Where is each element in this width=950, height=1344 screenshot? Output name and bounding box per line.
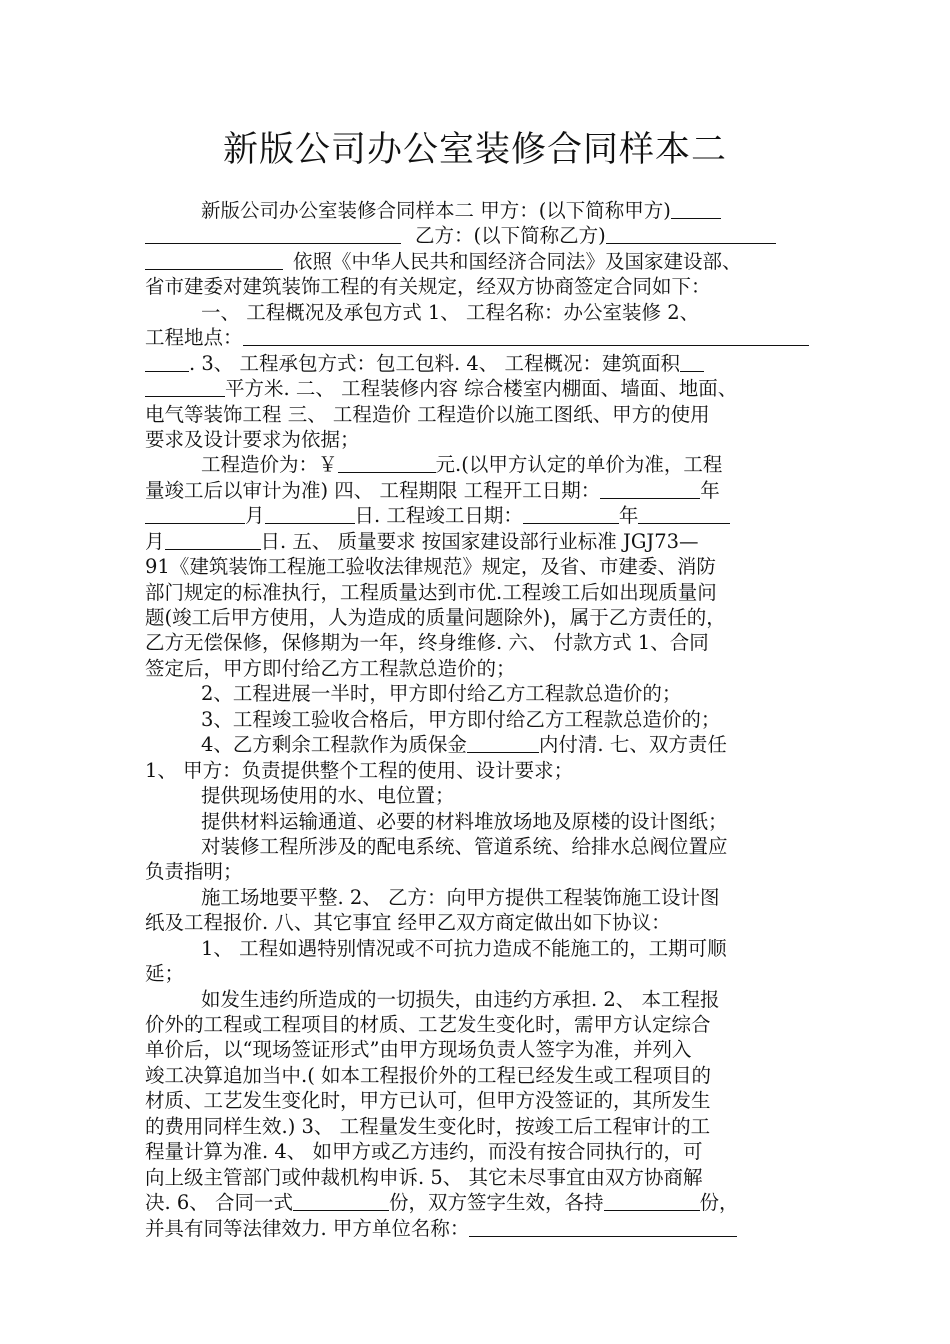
fill-blank	[265, 504, 355, 524]
fill-blank	[606, 224, 776, 244]
paragraph-line	[145, 1139, 809, 1164]
text-run: 平方米. 二、 工程装修内容 综合楼室内棚面、墙面、地面、	[225, 377, 738, 401]
paragraph-line	[145, 1088, 809, 1113]
fill-blank	[680, 352, 704, 372]
text-run: 施工场地要平整. 2、 乙方：向甲方提供工程装饰施工设计图	[201, 885, 720, 909]
paragraph-line	[145, 1114, 809, 1139]
text-run: 一、 工程概况及承包方式 1、 工程名称：办公室装修 2、	[201, 300, 700, 324]
fill-blank	[638, 504, 730, 524]
text-run: 4、乙方剩余工程款作为质保金	[201, 733, 467, 757]
paragraph-line	[145, 885, 809, 910]
fill-blank	[145, 504, 245, 524]
paragraph-line	[145, 987, 809, 1012]
paragraph-line	[145, 351, 809, 376]
text-run: 部门规定的标准执行，工程质量达到市优.工程竣工后如出现质量问	[145, 580, 717, 604]
text-run: 年	[700, 478, 720, 502]
text-run: 工程地点：	[145, 326, 243, 350]
text-run: 乙方无偿保修，保修期为一年，终身维修. 六、 付款方式 1、合同	[145, 631, 709, 655]
fill-blank	[671, 199, 721, 219]
text-run: 份，双方签字生效，各持	[389, 1191, 604, 1215]
text-run: 省市建委对建筑装饰工程的有关规定，经双方协商签定合同如下：	[145, 275, 711, 299]
text-run: 负责指明；	[145, 860, 243, 884]
paragraph-line	[145, 859, 809, 884]
text-run: 乙方：(以下简称乙方)	[415, 224, 606, 248]
text-run: 纸及工程报价. 八、其它事宜 经甲乙双方商定做出如下协议：	[145, 911, 671, 935]
text-run: 月	[245, 504, 265, 528]
paragraph-line	[145, 656, 809, 681]
paragraph-line	[145, 198, 809, 223]
paragraph-line	[145, 223, 809, 248]
fill-blank	[145, 224, 401, 244]
text-run: 竣工决算追加当中.( 如本工程报价外的工程已经发生或工程项目的	[145, 1063, 712, 1087]
text-run: 如发生违约所造成的一切损失，由违约方承担. 2、 本工程报	[201, 987, 720, 1011]
paragraph-line	[145, 325, 809, 350]
fill-blank	[600, 479, 700, 499]
text-run: 提供现场使用的水、电位置；	[201, 784, 455, 808]
paragraph-line	[145, 1165, 809, 1190]
document-title: 新版公司办公室装修合同样本二	[222, 130, 727, 170]
text-run: 内付清. 七、双方责任	[538, 733, 727, 757]
fill-blank	[467, 733, 539, 753]
text-run: 工程造价为：￥	[201, 453, 338, 477]
paragraph-line	[145, 580, 809, 605]
text-run: 要求及设计要求为依据；	[145, 427, 360, 451]
paragraph-line	[145, 809, 809, 834]
fill-blank	[604, 1191, 700, 1211]
paragraph-line	[145, 1216, 809, 1241]
paragraph-line	[145, 834, 809, 859]
text-run: 1、 甲方：负责提供整个工程的使用、设计要求；	[145, 758, 574, 782]
paragraph-line	[145, 402, 809, 427]
text-run: 向上级主管部门或仲裁机构申诉. 5、 其它未尽事宜由双方协商解	[145, 1165, 703, 1189]
paragraph-line	[145, 910, 809, 935]
text-run: 91《建筑装饰工程施工验收法律规范》规定，及省、市建委、消防	[145, 555, 716, 579]
text-run: 新版公司办公室装修合同样本二 甲方：(以下简称甲方)	[201, 199, 671, 222]
fill-blank	[145, 377, 225, 397]
paragraph-line	[145, 681, 809, 706]
text-run: 日. 五、 质量要求 按国家建设部行业标准 JGJ73—	[260, 529, 699, 553]
text-run: 签定后，甲方即付给乙方工程款总造价的；	[145, 656, 516, 680]
paragraph-line	[145, 452, 809, 477]
paragraph-line	[145, 249, 809, 274]
text-run: . 3、 工程承包方式：包工包料. 4、 工程概况：建筑面积	[189, 351, 681, 375]
text-run: 月	[145, 529, 165, 553]
paragraph-line	[145, 529, 809, 554]
paragraph-line	[145, 732, 809, 757]
text-run: 量竣工后以审计为准) 四、 工程期限 工程开工日期：	[145, 478, 601, 502]
paragraph-line	[145, 1012, 809, 1037]
paragraph-line	[145, 1190, 809, 1215]
paragraph-line	[145, 478, 809, 503]
paragraph-line	[145, 1063, 809, 1088]
fill-blank	[243, 326, 809, 346]
paragraph-line	[145, 300, 809, 325]
text-run: 3、工程竣工验收合格后，甲方即付给乙方工程款总造价的；	[201, 707, 721, 731]
paragraph-line	[145, 1037, 809, 1062]
paragraph-line	[145, 274, 809, 299]
paragraph-line	[145, 427, 809, 452]
fill-blank	[338, 453, 436, 473]
text-run: 对装修工程所涉及的配电系统、管道系统、给排水总阀位置应	[201, 834, 728, 858]
text-run: 依照《中华人民共和国经济合同法》及国家建设部、	[293, 249, 742, 273]
paragraph-line	[145, 554, 809, 579]
paragraph-line	[145, 961, 809, 986]
text-run: 元.(以甲方认定的单价为准，工程	[435, 453, 723, 477]
paragraph-line	[145, 376, 809, 401]
text-run: 份，	[699, 1191, 739, 1215]
paragraph-line	[145, 503, 809, 528]
text-run: 单价后，以“现场签证形式”由甲方现场负责人签字为准，并列入	[145, 1038, 692, 1062]
text-run: 延；	[145, 962, 185, 986]
text-run: 提供材料运输通道、必要的材料堆放场地及原楼的设计图纸；	[201, 809, 728, 833]
text-run: 价外的工程或工程项目的材质、工艺发生变化时，需甲方认定综合	[145, 1013, 711, 1036]
text-run: 年	[618, 504, 639, 528]
fill-blank	[523, 504, 619, 524]
paragraph-line	[145, 936, 809, 961]
fill-blank	[293, 1191, 389, 1211]
fill-blank	[469, 1217, 737, 1237]
text-run: 题(竣工后甲方使用，人为造成的质量问题除外)，属于乙方责任的，	[145, 606, 726, 629]
text-run: 并具有同等法律效力. 甲方单位名称：	[145, 1216, 470, 1240]
text-run: 1、 工程如遇特别情况或不可抗力造成不能施工的，工期可顺	[201, 936, 727, 960]
text-run: 的费用同样生效.) 3、 工程量发生变化时，按竣工后工程审计的工	[145, 1114, 711, 1138]
text-run: 电气等装饰工程 三、 工程造价 工程造价以施工图纸、甲方的使用	[145, 402, 710, 426]
text-run: 材质、工艺发生变化时，甲方已认可，但甲方没签证的，其所发生	[145, 1089, 711, 1113]
text-run: 决. 6、 合同一式	[145, 1191, 294, 1215]
fill-blank	[145, 352, 189, 372]
fill-blank	[165, 530, 261, 550]
text-run: 程量计算为准. 4、 如甲方或乙方违约，而没有按合同执行的，可	[145, 1140, 703, 1164]
text-run: 日. 工程竣工日期：	[354, 504, 523, 528]
fill-blank	[145, 250, 283, 270]
paragraph-line	[145, 630, 809, 655]
text-run: 2、工程进展一半时，甲方即付给乙方工程款总造价的；	[201, 682, 682, 706]
contract-body	[145, 198, 809, 1241]
paragraph-line	[145, 707, 809, 732]
paragraph-line	[145, 783, 809, 808]
paragraph-line	[145, 758, 809, 783]
paragraph-line	[145, 605, 809, 630]
